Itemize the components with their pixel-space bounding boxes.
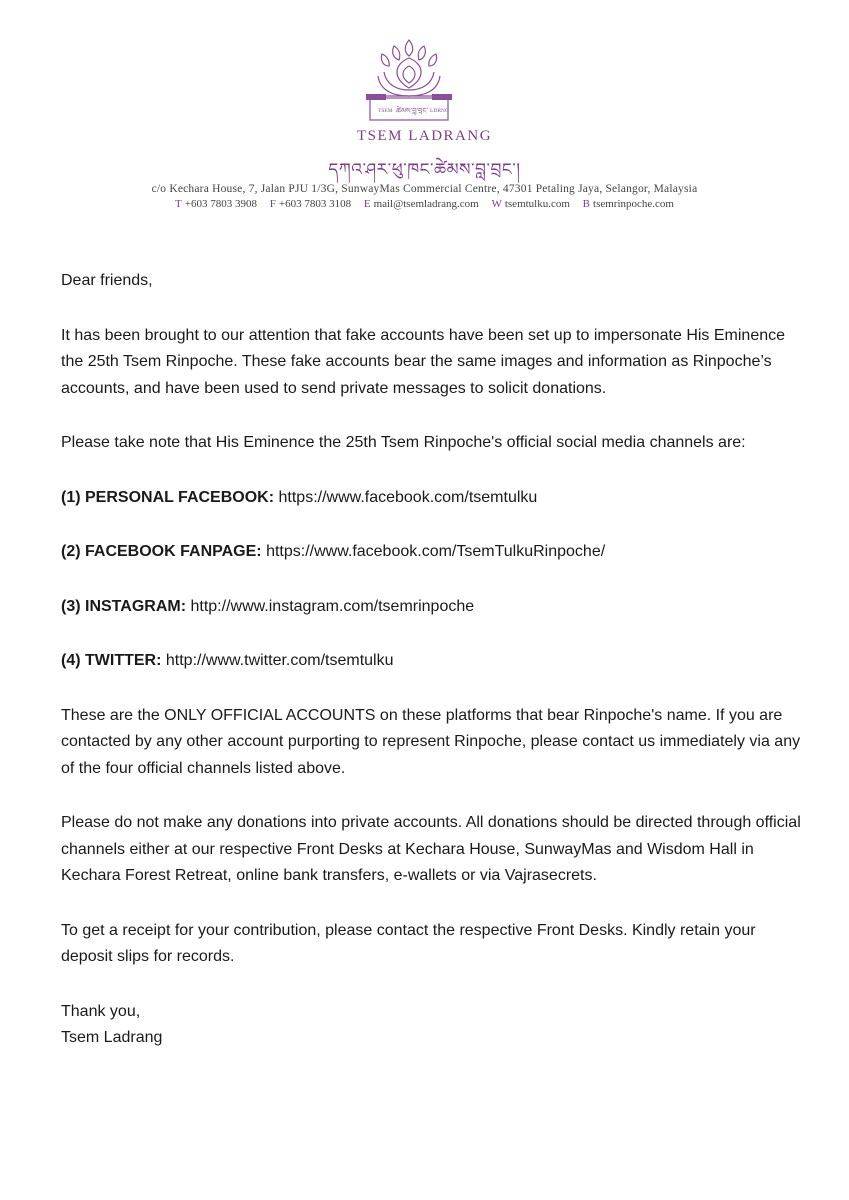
channel-link[interactable]: http://www.instagram.com/tsemrinpoche [190, 597, 475, 615]
logo-text-right: LDRNG [430, 108, 449, 114]
contact-fax[interactable]: +603 7803 3108 [278, 198, 352, 210]
paragraph-only-official: These are the ONLY OFFICIAL ACCOUNTS on these platforms that bear Rinpoche's name. If you are contacted by any other account purporting to represent Rinpoche, please contact us immediately via any of the four official channels listed above. [61, 706, 801, 777]
signature: Tsem Ladrang [61, 1029, 163, 1046]
contact-key-email: E [363, 198, 371, 210]
contact-key-blog: B [582, 198, 591, 210]
logo-text-left: TSEM [378, 108, 393, 114]
channel-link[interactable]: https://www.facebook.com/tsemtulku [278, 488, 538, 506]
channel-link[interactable]: https://www.facebook.com/TsemTulkuRinpoche/ [266, 543, 606, 560]
channel-instagram [61, 594, 801, 621]
contact-phone[interactable]: +603 7803 3908 [184, 198, 257, 210]
salutation: Dear friends, [61, 272, 153, 289]
closing: Thank you, [61, 1002, 141, 1020]
organization-name: TSEM LADRANG [356, 128, 493, 144]
channel-twitter [61, 648, 801, 675]
paragraph-donations: Please do not make any donations into private accounts. All donations should be directed through official channels either at our respective Front Desks at Kechara House, SunwayMas and Wisdom Hall in Kechara Forest Retreat, online bank transfers, e-wallets or via Vajrasecrets. [61, 814, 801, 884]
channel-label: (2) FACEBOOK FANPAGE: [61, 543, 262, 560]
channel-facebook-fanpage [61, 539, 801, 566]
sign-off [61, 999, 801, 1052]
channel-label: (3) INSTAGRAM: [61, 597, 187, 615]
channel-label: (4) TWITTER: [61, 652, 162, 669]
contact-blog[interactable]: tsemrinpoche.com [593, 198, 674, 210]
contact-website[interactable]: tsemtulku.com [504, 198, 570, 210]
contact-key-website: W [491, 198, 502, 210]
contact-line [0, 198, 849, 210]
organization-name-tibetan: དཀའ་ཤར་ཕུ་ཁང་ཚེམས་བླ་བྲང་། [328, 160, 521, 180]
paragraph-fake-accounts: It has been brought to our attention that fake accounts have been set up to impersonate His Eminence the 25th Tsem Rinpoche. These fake accounts bear the same images and information as Rinpoche’s accounts, and have been used to send private messages to solicit donations. [61, 326, 786, 397]
contact-key-phone: T [175, 198, 182, 210]
tsem-ladrang-logo [364, 36, 454, 128]
contact-key-fax: F [269, 198, 276, 210]
channel-personal-facebook [61, 485, 801, 512]
paragraph-official-channels: Please take note that His Eminence the 25th Tsem Rinpoche's official social media channels are: [61, 434, 746, 451]
channel-link[interactable]: http://www.twitter.com/tsemtulku [165, 652, 394, 669]
letterhead [0, 0, 849, 230]
contact-email[interactable]: mail@tsemladrang.com [373, 198, 479, 210]
paragraph-receipt: To get a receipt for your contribution, please contact the respective Front Desks. Kindly retain your deposit slips for records. [61, 921, 756, 965]
address: c/o Kechara House, 7, Jalan PJU 1/3G, SunwayMas Commercial Centre, 47301 Petaling Jaya, Selangor, Malaysia [151, 183, 698, 195]
logo-text-center: ཚེམས་བླ་བྲང་ [396, 107, 429, 115]
letter-body [61, 268, 801, 1052]
channel-label: (1) PERSONAL FACEBOOK: [61, 488, 275, 506]
